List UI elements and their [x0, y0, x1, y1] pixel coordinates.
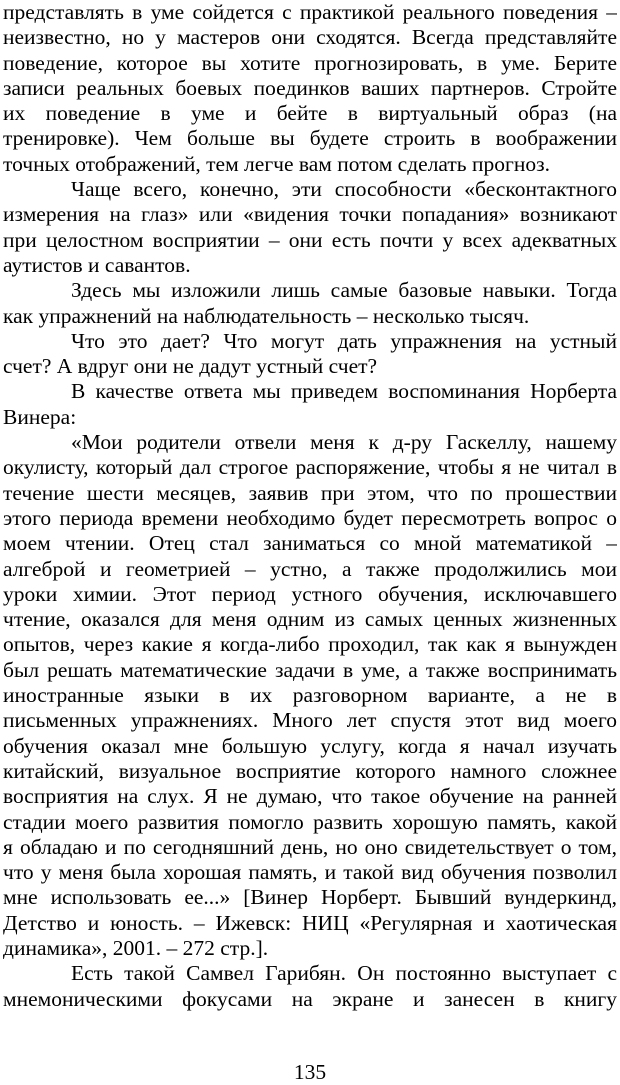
paragraph-first-line: Чаще всего, конечно, эти способности «бесконтактного	[71, 177, 617, 202]
text-line: при целостном восприятии – они есть почти у всех адекватных	[3, 227, 617, 252]
text-line: этого периода времени необходимо будет пересмотреть вопрос о	[3, 505, 617, 530]
text-line: уроки химии. Этот период устного обучения, исключавшего	[3, 581, 617, 606]
text-line: обучения оказал мне большую услугу, когда я начал изучать	[3, 733, 617, 758]
text-line: стадии моего развития помогло развить хорошую память, какой	[3, 809, 617, 834]
text-line: восприятия на слух. Я не думаю, что такое обучение на ранней	[3, 784, 617, 809]
text-line: алгеброй и геометрией – устно, а также продолжились мои	[3, 556, 617, 581]
text-line: опытов, через какие я когда-либо проходил, так как я вынужден	[3, 632, 617, 657]
text-line: моем чтении. Отец стал заниматься со мной математикой –	[3, 531, 617, 556]
paragraph-first-line: «Мои родители отвели меня к д-ру Гаскеллу, нашему	[71, 430, 617, 455]
paragraph-first-line: Есть такой Самвел Гарибян. Он постоянно выступает с	[71, 961, 617, 986]
text-line: их поведение в уме и бейте в виртуальный образ (на	[3, 101, 617, 126]
text-line: неизвестно, но у мастеров они сходятся. Всегда представляйте	[3, 25, 617, 50]
text-line: китайский, визуальное восприятие которого намного сложнее	[3, 758, 617, 783]
text-line: течение шести месяцев, заявив при этом, что по прошествии	[3, 480, 617, 505]
text-line: что у меня была хорошая память, и такой вид обучения позволил	[3, 860, 617, 885]
text-line: тренировке). Чем больше вы будете строить в воображении	[3, 126, 617, 151]
text-line: чтение, оказался для меня одним из самых ценных жизненных	[3, 607, 617, 632]
text-line: иностранные языки в их разговорном варианте, а не в	[3, 683, 617, 708]
text-line: я обладаю и по сегодняшний день, но оно свидетельствует о том,	[3, 834, 617, 859]
text-line: Детство и юность. – Ижевск: НИЦ «Регулярная и хаотическая	[3, 910, 617, 935]
text-line: счет? А вдруг они не дадут устный счет?	[3, 354, 378, 379]
body-text	[3, 0, 617, 1012]
text-line: мне использовать ее...» [Винер Норберт. Бывший вундеркинд,	[3, 885, 617, 910]
text-line: динамика», 2001. – 272 стр.].	[3, 935, 269, 960]
text-line: был решать математические задачи в уме, а также воспринимать	[3, 657, 617, 682]
text-line: представлять в уме сойдется с практикой реального поведения –	[3, 0, 617, 24]
text-line: письменных упражнениях. Много лет спустя этот вид моего	[3, 708, 617, 733]
text-line: записи реальных боевых поединков ваших партнеров. Стройте	[3, 75, 617, 100]
text-line: как упражнений на наблюдательность – несколько тысяч.	[3, 303, 530, 328]
text-line: поведение, которое вы хотите прогнозировать, в уме. Берите	[3, 50, 617, 75]
paragraph-first-line: Что это дает? Что могут дать упражнения на устный	[71, 328, 617, 353]
text-line: Винера:	[3, 404, 77, 429]
paragraph-first-line: Здесь мы изложили лишь самые базовые навыки. Тогда	[71, 278, 617, 303]
text-line: точных отображений, тем легче вам потом сделать прогноз.	[3, 151, 550, 176]
text-line: измерения на глаз» или «видения точки попадания» возникают	[3, 202, 617, 227]
text-line: окулисту, который дал строгое распоряжение, чтобы я не читал в	[3, 455, 617, 480]
text-line: мнемоническими фокусами на экране и занесен в книгу	[3, 986, 617, 1011]
text-line: аутистов и савантов.	[3, 252, 191, 277]
page-number: 135	[293, 1060, 327, 1084]
paragraph-first-line: В качестве ответа мы приведем воспоминания Норберта	[71, 379, 617, 404]
